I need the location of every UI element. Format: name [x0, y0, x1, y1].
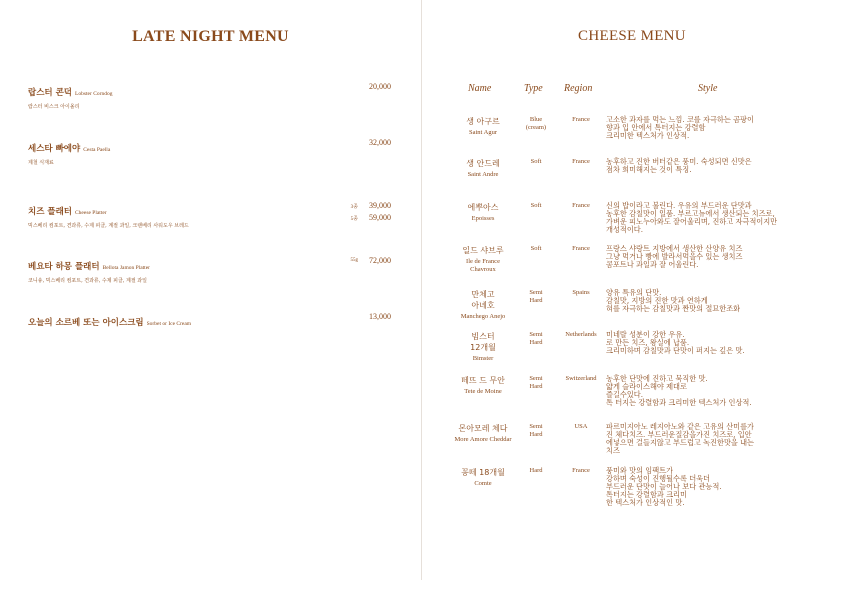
item-price: 32,000: [369, 138, 391, 147]
cheese-region: Spains: [572, 289, 590, 296]
menu-item-cheese-platter: [28, 201, 391, 229]
menu-item-cesta-paella: [28, 138, 391, 166]
header-type: Type: [524, 83, 543, 94]
cheese-name-ko: 떼뜨 드 무안: [461, 376, 505, 385]
cheese-region: USA: [574, 423, 588, 430]
cheese-name-en: Tete de Moine: [464, 388, 502, 395]
item-size: 3종: [350, 205, 358, 210]
cheese-name-en: Manchego Anejo: [460, 313, 506, 320]
cheese-name: [442, 116, 524, 137]
cheese-name: [442, 331, 524, 363]
cheese-style: 미네랄 성분이 강한 우유. 로 만든 치즈, 왕실에 납품. 크리미하며 감칠맛과 단맛이 퍼지는 깊은 맛.: [606, 330, 745, 355]
cheese-name: [442, 467, 524, 488]
cheese-name-ko: 일드 샤브루: [462, 246, 504, 255]
cheese-style: 고소한 과자를 먹는 느낌. 코를 자극하는 곰팡이 향과 입 안에서 톡터지는 강렬함 크리미한 텍스처가 인상적.: [606, 115, 754, 140]
cheese-region: France: [572, 158, 590, 165]
menu-item-lobster-corndog: [28, 82, 391, 110]
cheese-name: [442, 375, 524, 396]
cheese-type: Soft: [530, 202, 542, 209]
cheese-name-en: Saint Andre: [467, 171, 499, 178]
cheese-name: [442, 289, 524, 321]
cheese-style: 프랑스 샤랑트 지방에서 생산한 산양유 치즈 그냥 먹거나 빵에 발라서먹을수 있는 생치즈 콤포트나 과일과 잘 어울린다.: [606, 244, 743, 269]
item-name: 베요타 하몽 플래터: [28, 262, 100, 272]
cheese-name-en: Comte: [474, 480, 492, 487]
cheese-name-ko: 빔스터 12개월: [470, 332, 496, 352]
cheese-name-ko: 만체고 아녜호: [471, 290, 495, 310]
cheese-style: 신의 밥이라고 불린다. 우유의 부드러운 단맛과 농후한 감칠맛이 일품. 부르고뉴에서 생산되는 치즈로, 가벼운 피노누아와도 잘어울리며, 진하고 자극적이지만 개성적이다.: [606, 201, 778, 234]
cheese-region: France: [572, 467, 590, 474]
item-price: 59,000: [369, 213, 391, 222]
cheese-type: Soft: [530, 245, 542, 252]
item-name: 치즈 플래터: [28, 207, 73, 217]
item-size: 5종: [350, 217, 358, 222]
cheese-region: Switzerland: [565, 375, 597, 382]
item-name: 랍스터 콘덕: [28, 88, 73, 98]
cheese-name-en: More Amore Cheddar: [454, 436, 512, 443]
cheese-name-ko: 꽁떼 18개월: [461, 468, 505, 477]
cheese-type: Semi Hard: [529, 331, 543, 346]
item-name-en: Sorbet or Ice Cream: [146, 321, 192, 327]
cheese-name: [442, 158, 524, 179]
item-price: 39,000: [369, 201, 391, 210]
cheese-type: Semi Hard: [529, 289, 543, 304]
cheese-name-en: Saint Agur: [469, 129, 497, 136]
cheese-type: Semi Hard: [529, 423, 543, 438]
item-name-en: Bellota Jamon Platter: [102, 265, 150, 271]
cheese-name-ko: 생 아구르: [466, 117, 500, 126]
cheese-name-ko: 생 안드레: [466, 159, 500, 168]
cheese-name-ko: 에뿌아스: [467, 203, 499, 212]
item-name: 세스타 빠에야: [28, 144, 81, 154]
cheese-style: 농후하고 진한 버터같은 풍미. 숙성되면 신맛은 점차 희미해지는 것이 특징.: [606, 157, 752, 174]
item-name-en: Cheese Platter: [75, 210, 107, 216]
cheese-name: [442, 202, 524, 223]
cheese-type: Soft: [530, 158, 542, 165]
item-desc: 제철 식재료: [28, 160, 54, 166]
cheese-name-en: Ile de France Chavroux: [466, 258, 500, 273]
cheese-type: Hard: [529, 467, 543, 474]
header-style: Style: [698, 83, 718, 94]
item-size: 55g: [350, 258, 358, 263]
cheese-type: Semi Hard: [529, 375, 543, 390]
cheese-type: Blue (cream): [525, 116, 547, 131]
late-night-title: LATE NIGHT MENU: [132, 28, 289, 45]
cheese-region: Netherlands: [565, 331, 597, 338]
menu-item-sorbet: [28, 312, 391, 330]
cheese-style: 파르미지아노 레지아노와 같은 고유의 산미를가 진 체다치즈. 부드러운질감을가진 치즈로, 입안 에넣으면 걸들지않고 부드럽고 녹진한맛을 내는 치즈: [606, 422, 755, 455]
cheese-name-en: Epoisses: [471, 215, 495, 222]
cheese-title: CHEESE MENU: [578, 28, 686, 44]
item-name-en: Lobster Corndog: [75, 91, 113, 97]
item-desc: 믹스베리 컴포트, 견과류, 수제 피클, 계절 과일, 크랜베리 사워도우 브레드: [28, 223, 189, 229]
menu-item-jamon-platter: [28, 256, 391, 284]
item-desc: 코니숑, 믹스베리 컴포트, 견과류, 수제 피클, 계절 과일: [28, 278, 147, 284]
cheese-region: France: [572, 116, 590, 123]
cheese-style: 양유 특유의 단맛. 감칠맛, 지방의 진한 맛과 연하게 혀를 자극하는 감칠맛과 짠맛의 절묘한조화: [606, 288, 741, 313]
cheese-region: France: [572, 202, 590, 209]
header-name: Name: [468, 83, 492, 94]
cheese-name: [442, 423, 524, 444]
cheese-style: 농후한 단맛에 진하고 묵직한 맛. 얇게 슬라이스해야 제대로 즐길수있다. 톡 터지는 강렬함과 크리미한 텍스처가 인상적.: [606, 374, 752, 407]
cheese-name-ko: 몬아모레 체다: [458, 424, 508, 433]
item-price: 13,000: [369, 312, 391, 321]
cheese-region: France: [572, 245, 590, 252]
header-region: Region: [564, 83, 593, 94]
cheese-style: 풍미와 맛의 임팩트가 강하며 숙성이 진행될수록 더욱더 부드러운 단맛이 늘어나 보다 관능적. 톡터지는 강렬함과 크리미 한 텍스처가 인상적인 맛.: [606, 466, 722, 507]
item-desc: 랍스터 비스크 아이올리: [28, 104, 80, 110]
item-price: 20,000: [369, 82, 391, 91]
item-name-en: Cesta Paella: [83, 147, 111, 153]
cheese-name-en: Bimster: [472, 355, 494, 362]
item-price: 72,000: [369, 256, 391, 265]
cheese-name: [442, 245, 524, 274]
cheese-page: [422, 0, 842, 595]
item-name: 오늘의 소르베 또는 아이스크림: [28, 318, 144, 328]
